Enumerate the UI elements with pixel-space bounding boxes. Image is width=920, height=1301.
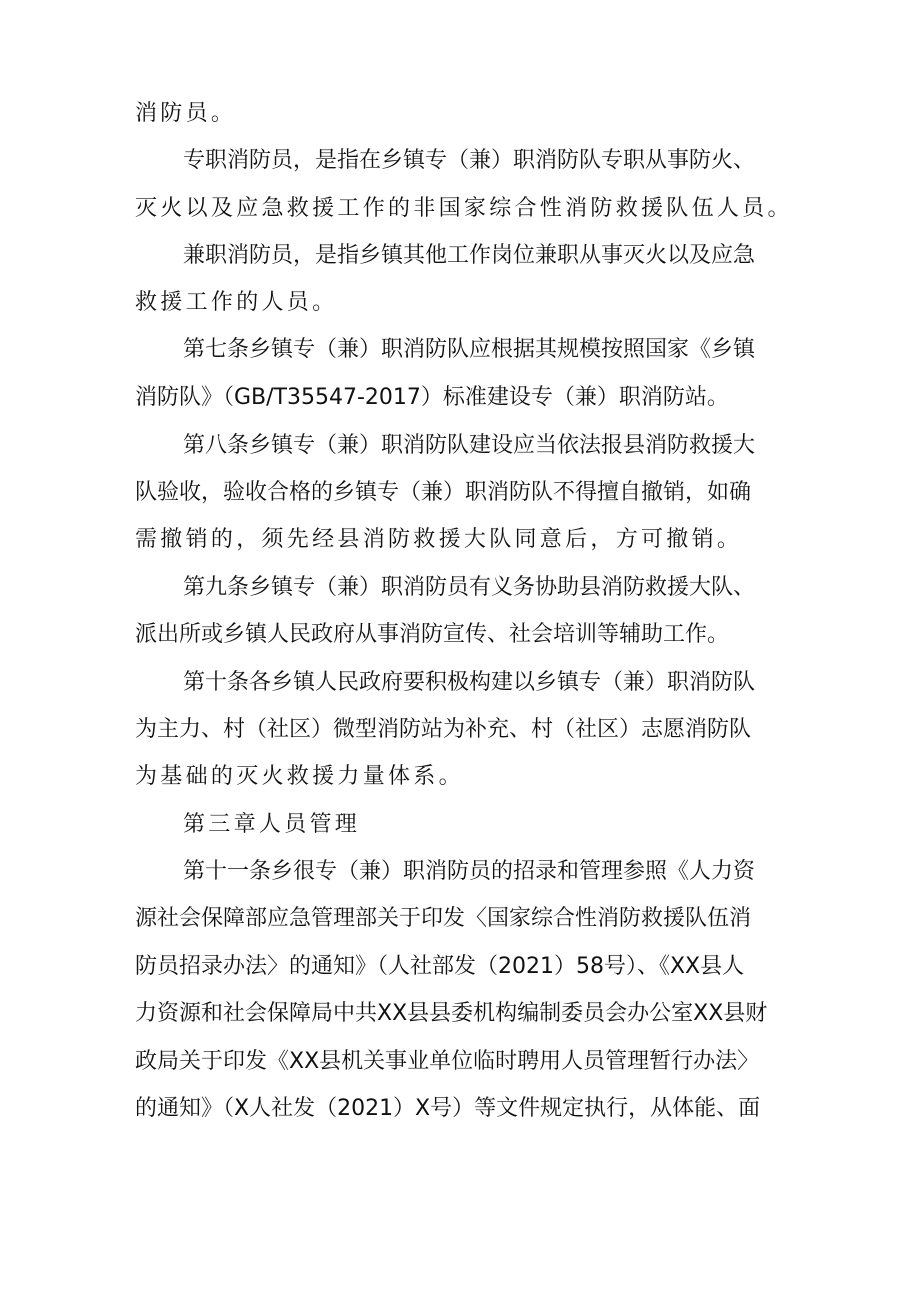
text-line: 政局关于印发《XX县机关事业单位临时聘用人员管理暂行办法〉 xyxy=(135,1049,760,1074)
text-line: 力资源和社会保障局中共XX县县委机构编制委员会办公室XX县财 xyxy=(135,1001,768,1026)
paragraph-start-line: 第十一条乡很专（兼）职消防员的招录和管理参照《人力资 xyxy=(183,859,756,884)
text-line: 消防队》（GB/T35547-2017）标准建设专（兼）职消防站。 xyxy=(135,385,729,410)
text-line: 需撤销的，须先经县消防救援大队同意后，方可撤销。 xyxy=(135,527,743,552)
text-line: 为主力、村（社区）微型消防站为补充、村（社区）志愿消防队 xyxy=(135,717,752,742)
paragraph-start-line: 兼职消防员，是指乡镇其他工作岗位兼职从事灭火以及应急 xyxy=(183,243,756,268)
chapter-heading: 第三章人员管理 xyxy=(183,812,361,837)
text-line: 队验收，验收合格的乡镇专（兼）职消防队不得擅自撤销，如确 xyxy=(135,480,752,505)
paragraph-start-line: 第九条乡镇专（兼）职消防员有义务协助县消防救援大队、 xyxy=(183,575,756,600)
paragraph-start-line: 专职消防员，是指在乡镇专（兼）职消防队专职从事防火、 xyxy=(183,148,756,173)
text-line: 派出所或乡镇人民政府从事消防宣传、社会培训等辅助工作。 xyxy=(135,622,730,647)
text-line: 的通知》（X人社发（2021）X号）等文件规定执行，从体能、面 xyxy=(135,1096,761,1121)
paragraph-start-line: 第十条各乡镇人民政府要积极构建以乡镇专（兼）职消防队 xyxy=(183,670,756,695)
text-line: 救援工作的人员。 xyxy=(135,290,338,315)
text-line: 源社会保障部应急管理部关于印发〈国家综合性消防救援队伍消 xyxy=(135,906,752,931)
text-line: 防员招录办法〉的通知》（人社部发（2021）58号）、《XX县人 xyxy=(135,954,745,979)
text-line: 消防员。 xyxy=(135,101,237,126)
paragraph-start-line: 第八条乡镇专（兼）职消防队建设应当依法报县消防救援大 xyxy=(183,433,756,458)
paragraph-start-line: 第七条乡镇专（兼）职消防队应根据其规模按照国家《乡镇 xyxy=(183,337,756,362)
text-line: 为基础的灭火救援力量体系。 xyxy=(135,764,464,789)
text-line: 灭火以及应急救援工作的非国家综合性消防救援队伍人员。 xyxy=(135,196,793,221)
